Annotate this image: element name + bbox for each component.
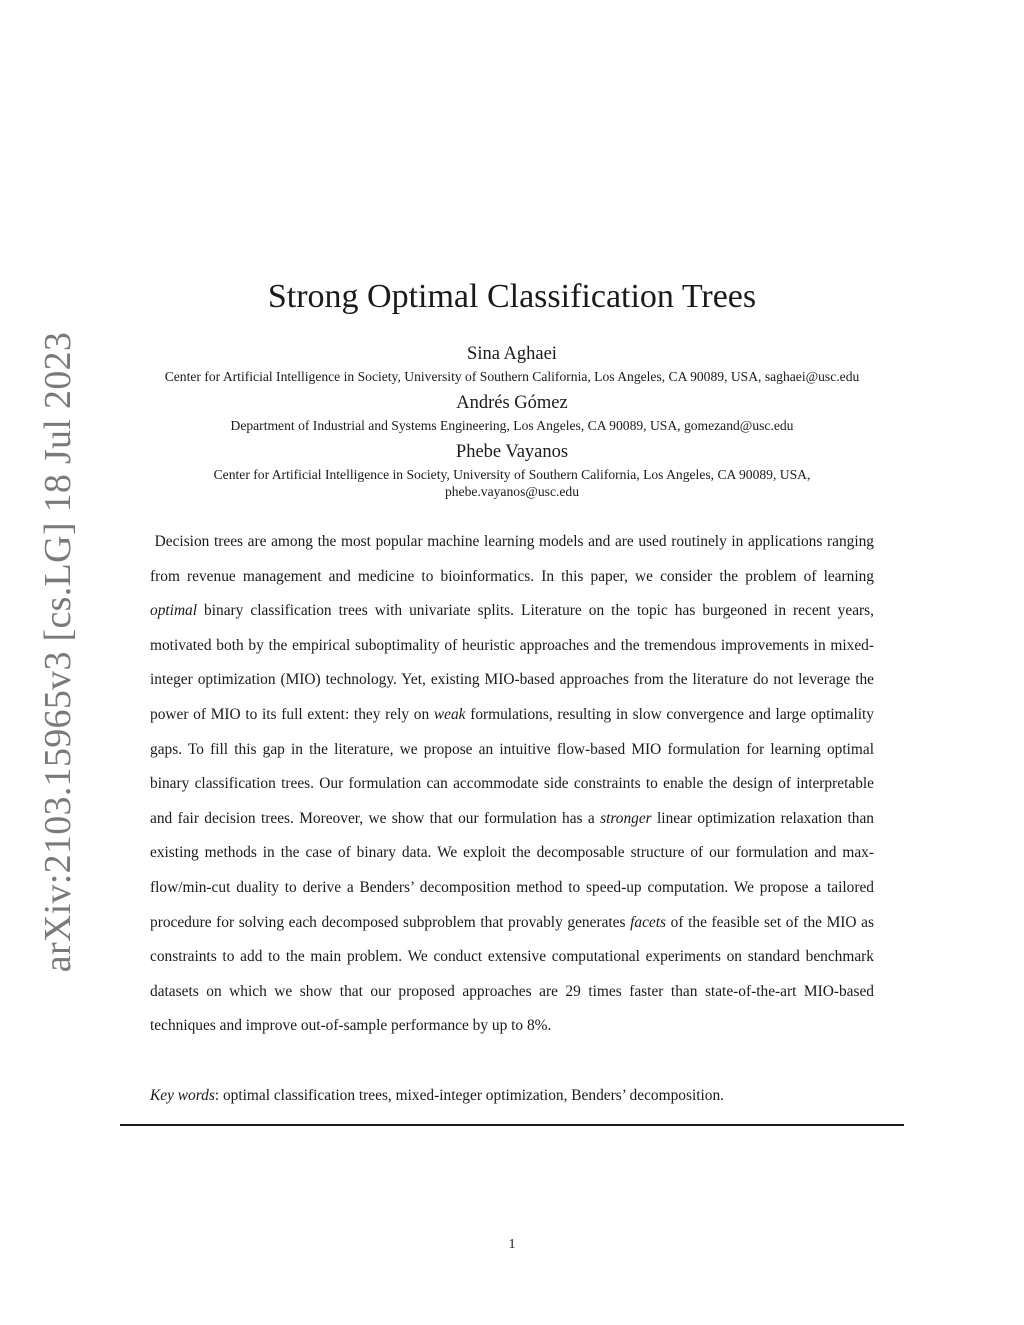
author-block-2 bbox=[0, 392, 1024, 434]
author-name: Sina Aghaei bbox=[467, 344, 557, 364]
paper-title: Strong Optimal Classification Trees bbox=[267, 278, 757, 315]
author-name: Phebe Vayanos bbox=[455, 442, 569, 462]
author-name: Andrés Gómez bbox=[456, 393, 568, 413]
abstract-text: binary classification trees with univariate splits. Literature on the topic has burgeoned in recent years, motivated both by the empirical suboptimality of heuristic approaches and the tremendous improvements in mixed-integer optimization (MIO) technology. Yet, existing MIO-based approaches from the literature do not leverage the power of MIO to its full extent: they rely on bbox=[150, 602, 874, 723]
abstract-text: formulations, resulting in slow convergence and large optimality gaps. To fill this gap in the literature, we propose an intuitive flow-based MIO formulation for learning optimal binary classification trees. Our formulation can accommodate side constraints to enable the design of interpretable and fair decision trees. Moreover, we show that our formulation has a bbox=[150, 705, 874, 827]
author-email: phebe.vayanos@usc.edu bbox=[444, 484, 580, 499]
author-block-3 bbox=[0, 441, 1024, 500]
keywords-label: Key words bbox=[150, 1087, 215, 1104]
abstract-emphasis: stronger bbox=[600, 809, 652, 827]
page-number: 1 bbox=[508, 1237, 516, 1252]
abstract-emphasis: optimal bbox=[150, 602, 198, 620]
abstract-emphasis: facets bbox=[630, 913, 667, 931]
keywords bbox=[150, 1086, 874, 1106]
abstract-emphasis: weak bbox=[433, 705, 466, 723]
author-block-1 bbox=[0, 343, 1024, 385]
author-affiliation: Center for Artificial Intelligence in Society, University of Southern California, Los Angeles, CA 90089, USA, saghaei@usc.edu bbox=[164, 369, 860, 384]
horizontal-rule bbox=[120, 1124, 904, 1126]
author-affiliation: Center for Artificial Intelligence in Society, University of Southern California, Los Angeles, CA 90089, USA, bbox=[213, 467, 811, 482]
abstract-text: linear optimization relaxation than existing methods in the case of binary data. We exploit the decomposable structure of our formulation and max-flow/min-cut duality to derive a Benders’ decomposition method to speed-up computation. We propose a tailored procedure for solving each decomposed subproblem that provably generates bbox=[150, 809, 874, 931]
author-affiliation: Department of Industrial and Systems Engineering, Los Angeles, CA 90089, USA, gomezand@usc.edu bbox=[230, 418, 794, 433]
abstract-text: of the feasible set of the MIO as constraints to add to the main problem. We conduct extensive computational experiments on standard benchmark datasets on which we show that our proposed approaches are 29 times faster than state-of-the-art MIO-based techniques and improve out-of-sample performance by up to 8%. bbox=[150, 913, 874, 1035]
arxiv-identifier-stamp: arXiv:2103.15965v3 [cs.LG] 18 Jul 2023 bbox=[37, 331, 79, 973]
keywords-text: : optimal classification trees, mixed-integer optimization, Benders’ decomposition. bbox=[214, 1087, 725, 1104]
abstract bbox=[150, 525, 874, 1044]
abstract-text: Decision trees are among the most popular machine learning models and are used routinely in applications ranging from revenue management and medicine to bioinformatics. In this paper, we consider the problem of learning bbox=[150, 533, 874, 585]
